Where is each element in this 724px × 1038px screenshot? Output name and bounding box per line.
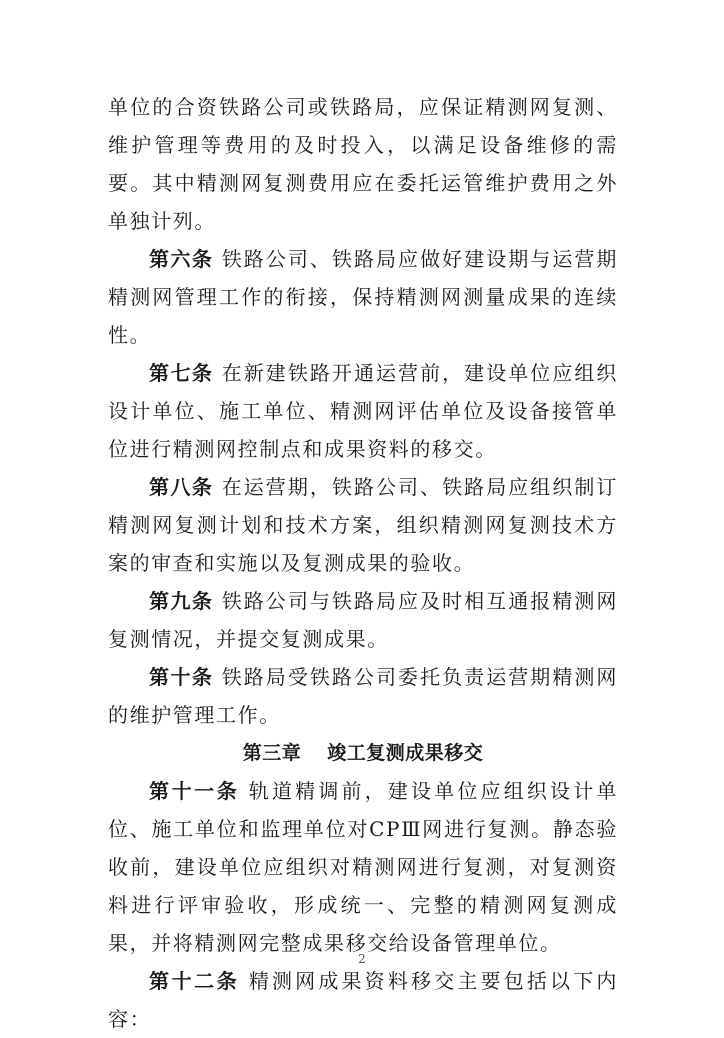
article-text: 轨道精调前，建设单位应组织设计单位、施工单位和监理单位对CPⅢ网进行复测。静态验收前，建设单位应组织对精测网进行复测，对复测资料进行评审验收，形成统一、完整的精测网复测成果，并将精测网完整成果移交给设备管理单位。 xyxy=(108,779,618,955)
article-label: 第八条 xyxy=(149,475,214,499)
article-text: 在运营期，铁路公司、铁路局应组织制订精测网复测计划和技术方案，组织精测网复测技术方案的审查和实施以及复测成果的验收。 xyxy=(108,475,618,575)
article-label: 第十一条 xyxy=(149,779,240,803)
article-text: 在新建铁路开通运营前，建设单位应组织设计单位、施工单位、精测网评估单位及设备接管单位进行精测网控制点和成果资料的移交。 xyxy=(108,361,618,461)
article-text: 铁路局受铁路公司委托负责运营期精测网的维护管理工作。 xyxy=(108,665,618,727)
article-12 xyxy=(108,962,618,1038)
paragraph-continuation xyxy=(108,88,618,240)
chapter-heading xyxy=(108,734,618,772)
article-7 xyxy=(108,354,618,468)
paragraph-text: 单位的合资铁路公司或铁路局，应保证精测网复测、维护管理等费用的及时投入，以满足设备维修的需要。其中精测网复测费用应在委托运管维护费用之外单独计列。 xyxy=(108,95,618,233)
document-body xyxy=(108,88,618,1038)
article-9 xyxy=(108,582,618,658)
article-11 xyxy=(108,772,618,962)
article-text: 精测网成果资料移交主要包括以下内容： xyxy=(108,969,618,1031)
article-8 xyxy=(108,468,618,582)
article-label: 第七条 xyxy=(149,361,214,385)
chapter-number: 第三章 xyxy=(242,742,302,764)
article-text: 铁路公司、铁路局应做好建设期与运营期精测网管理工作的衔接，保持精测网测量成果的连续性。 xyxy=(108,247,618,347)
article-6 xyxy=(108,240,618,354)
page-number: 2 xyxy=(358,952,366,966)
article-label: 第十条 xyxy=(149,665,214,689)
article-10 xyxy=(108,658,618,734)
article-label: 第六条 xyxy=(149,247,214,271)
chapter-title: 竣工复测成果移交 xyxy=(327,742,484,764)
article-text: 铁路公司与铁路局应及时相互通报精测网复测情况，并提交复测成果。 xyxy=(108,589,618,651)
article-label: 第十二条 xyxy=(149,969,240,993)
article-label: 第九条 xyxy=(149,589,214,613)
